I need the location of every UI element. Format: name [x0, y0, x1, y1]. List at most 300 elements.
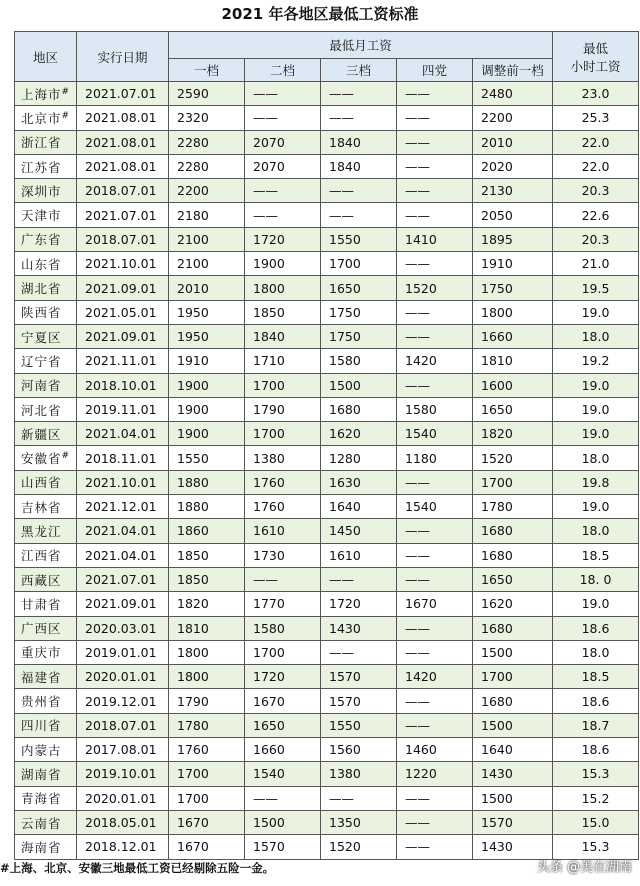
prev-tier-cell: 1680 [473, 689, 553, 713]
hourly-cell: 19.0 [553, 397, 639, 421]
tier1-cell: 1950 [169, 324, 245, 348]
table-row [15, 82, 639, 106]
hourly-cell: 18.7 [553, 713, 639, 737]
date-cell: 2020.01.01 [77, 665, 169, 689]
prev-tier-cell: 1700 [473, 665, 553, 689]
table-row [15, 349, 639, 373]
region-cell [15, 82, 77, 106]
date-cell: 2021.04.01 [77, 422, 169, 446]
hourly-cell: 18.5 [553, 543, 639, 567]
region-name: 湖北省 [21, 281, 62, 297]
tier2-cell: 1610 [245, 519, 321, 543]
date-cell: 2018.12.01 [77, 835, 169, 859]
region-cell [15, 835, 77, 859]
tier3-cell: 1650 [321, 276, 397, 300]
tier3-cell: —— [321, 640, 397, 664]
region-name: 新疆区 [21, 426, 62, 442]
footnote: #上海、北京、安徽三地最低工资已经剔除五险一金。 [0, 861, 275, 875]
hourly-cell: 18.6 [553, 689, 639, 713]
region-name: 黑龙江 [21, 523, 62, 539]
watermark: 头条 @美在湖南 [536, 860, 632, 875]
date-cell: 2021.11.01 [77, 349, 169, 373]
region-cell [15, 665, 77, 689]
tier3-cell: —— [321, 203, 397, 227]
tier4-cell: —— [397, 810, 473, 834]
tier2-cell: 1790 [245, 397, 321, 421]
tier4-cell: 1540 [397, 495, 473, 519]
header-hourly-line1: 最低 [582, 40, 608, 56]
region-cell [15, 446, 77, 470]
tier1-cell: 1950 [169, 300, 245, 324]
min-wage-table [14, 31, 639, 860]
tier1-cell: 2200 [169, 179, 245, 203]
tier4-cell: —— [397, 786, 473, 810]
region-name: 广西区 [21, 621, 62, 637]
date-cell: 2018.07.01 [77, 713, 169, 737]
table-row [15, 324, 639, 348]
hourly-cell: 15.3 [553, 762, 639, 786]
hourly-cell: 19.0 [553, 592, 639, 616]
header-tier-3: 三档 [321, 59, 397, 82]
tier1-cell: 1880 [169, 470, 245, 494]
prev-tier-cell: 1750 [473, 276, 553, 300]
tier1-cell: 1550 [169, 446, 245, 470]
tier2-cell: 1900 [245, 252, 321, 276]
tier1-cell: 1700 [169, 786, 245, 810]
date-cell: 2018.07.01 [77, 179, 169, 203]
region-name: 福建省 [21, 669, 62, 685]
region-cell [15, 130, 77, 154]
table-row [15, 276, 639, 300]
prev-tier-cell: 1680 [473, 543, 553, 567]
tier4-cell: —— [397, 713, 473, 737]
region-name: 青海省 [21, 791, 62, 807]
tier1-cell: 1860 [169, 519, 245, 543]
region-name: 广东省 [21, 232, 62, 248]
region-name: 河南省 [21, 378, 62, 394]
table-row [15, 786, 639, 810]
region-name: 山西省 [21, 475, 62, 491]
date-cell: 2019.01.01 [77, 640, 169, 664]
tier1-cell: 1670 [169, 810, 245, 834]
date-cell: 2021.10.01 [77, 470, 169, 494]
date-cell: 2021.08.01 [77, 154, 169, 178]
tier3-cell: 1570 [321, 665, 397, 689]
table-row [15, 665, 639, 689]
region-name: 北京市 [21, 110, 62, 126]
tier3-cell: —— [321, 82, 397, 106]
prev-tier-cell: 1640 [473, 738, 553, 762]
tier2-cell: 1770 [245, 592, 321, 616]
tier2-cell: 1760 [245, 470, 321, 494]
region-name: 吉林省 [21, 499, 62, 515]
region-cell [15, 713, 77, 737]
tier3-cell: 1580 [321, 349, 397, 373]
tier4-cell: —— [397, 543, 473, 567]
tier4-cell: —— [397, 82, 473, 106]
tier3-cell: —— [321, 106, 397, 130]
tier1-cell: 2280 [169, 154, 245, 178]
hourly-cell: 18.0 [553, 446, 639, 470]
prev-tier-cell: 1680 [473, 616, 553, 640]
table-row [15, 227, 639, 251]
prev-tier-cell: 1800 [473, 300, 553, 324]
tier2-cell: 1720 [245, 665, 321, 689]
region-name: 上海市 [21, 86, 62, 102]
prev-tier-cell: 2200 [473, 106, 553, 130]
table-row [15, 154, 639, 178]
date-cell: 2018.07.01 [77, 227, 169, 251]
region-cell [15, 203, 77, 227]
table-row [15, 713, 639, 737]
region-cell [15, 252, 77, 276]
tier2-cell: 1840 [245, 324, 321, 348]
hourly-cell: 19.0 [553, 373, 639, 397]
date-cell: 2021.07.01 [77, 567, 169, 591]
region-cell [15, 227, 77, 251]
table-row [15, 592, 639, 616]
header-date: 实行日期 [77, 32, 169, 82]
hourly-cell: 25.3 [553, 106, 639, 130]
tier4-cell: 1580 [397, 397, 473, 421]
prev-tier-cell: 1660 [473, 324, 553, 348]
tier2-cell: 1760 [245, 495, 321, 519]
prev-tier-cell: 2480 [473, 82, 553, 106]
region-name: 西藏区 [21, 572, 62, 588]
tier4-cell: 1670 [397, 592, 473, 616]
hourly-cell: 19.2 [553, 349, 639, 373]
date-cell: 2021.05.01 [77, 300, 169, 324]
region-name: 陕西省 [21, 305, 62, 321]
region-cell [15, 397, 77, 421]
header-tier-1: 一档 [169, 59, 245, 82]
tier4-cell: —— [397, 130, 473, 154]
hourly-cell: 19.5 [553, 276, 639, 300]
header-monthly-group: 最低月工资 [169, 32, 553, 59]
tier4-cell: —— [397, 154, 473, 178]
region-cell [15, 300, 77, 324]
region-name: 辽宁省 [21, 353, 62, 369]
tier3-cell: 1610 [321, 543, 397, 567]
tier3-cell: 1720 [321, 592, 397, 616]
table-row [15, 689, 639, 713]
region-name: 重庆市 [21, 645, 62, 661]
table-row [15, 422, 639, 446]
region-cell [15, 567, 77, 591]
prev-tier-cell: 1820 [473, 422, 553, 446]
tier1-cell: 1910 [169, 349, 245, 373]
tier2-cell: —— [245, 82, 321, 106]
tier4-cell: —— [397, 179, 473, 203]
date-cell: 2021.09.01 [77, 324, 169, 348]
table-row [15, 300, 639, 324]
hourly-cell: 20.3 [553, 227, 639, 251]
prev-tier-cell: 1895 [473, 227, 553, 251]
date-cell: 2021.08.01 [77, 130, 169, 154]
hourly-cell: 18. 0 [553, 567, 639, 591]
prev-tier-cell: 1500 [473, 786, 553, 810]
date-cell: 2021.07.01 [77, 82, 169, 106]
hourly-cell: 15.2 [553, 786, 639, 810]
region-name: 安徽省 [21, 451, 62, 467]
hourly-cell: 20.3 [553, 179, 639, 203]
tier4-cell: 1420 [397, 665, 473, 689]
region-cell [15, 495, 77, 519]
date-cell: 2019.11.01 [77, 397, 169, 421]
region-cell [15, 786, 77, 810]
hourly-cell: 18.6 [553, 738, 639, 762]
prev-tier-cell: 1500 [473, 640, 553, 664]
tier1-cell: 2010 [169, 276, 245, 300]
hourly-cell: 15.0 [553, 810, 639, 834]
region-name: 江苏省 [21, 159, 62, 175]
footnote-mark: # [61, 110, 71, 121]
region-cell [15, 616, 77, 640]
page-title: 2021 年各地区最低工资标准 [221, 5, 419, 23]
tier2-cell: 1710 [245, 349, 321, 373]
date-cell: 2018.05.01 [77, 810, 169, 834]
region-name: 宁夏区 [21, 329, 62, 345]
tier2-cell: —— [245, 567, 321, 591]
tier2-cell: 1720 [245, 227, 321, 251]
tier2-cell: 2070 [245, 130, 321, 154]
prev-tier-cell: 2050 [473, 203, 553, 227]
table-row [15, 397, 639, 421]
tier3-cell: 1550 [321, 227, 397, 251]
tier1-cell: 1760 [169, 738, 245, 762]
prev-tier-cell: 1700 [473, 470, 553, 494]
prev-tier-cell: 2020 [473, 154, 553, 178]
region-cell [15, 762, 77, 786]
prev-tier-cell: 1650 [473, 397, 553, 421]
region-cell [15, 106, 77, 130]
region-name: 深圳市 [21, 183, 62, 199]
prev-tier-cell: 2010 [473, 130, 553, 154]
tier3-cell: 1700 [321, 252, 397, 276]
table-row [15, 543, 639, 567]
tier1-cell: 2100 [169, 252, 245, 276]
tier2-cell: 1700 [245, 422, 321, 446]
tier1-cell: 1850 [169, 567, 245, 591]
region-cell [15, 324, 77, 348]
table-row [15, 179, 639, 203]
prev-tier-cell: 1430 [473, 835, 553, 859]
tier3-cell: 1500 [321, 373, 397, 397]
hourly-cell: 19.8 [553, 470, 639, 494]
region-name: 浙江省 [21, 135, 62, 151]
tier4-cell: —— [397, 519, 473, 543]
table-row [15, 640, 639, 664]
tier2-cell: 1580 [245, 616, 321, 640]
tier2-cell: 1700 [245, 640, 321, 664]
tier4-cell: 1220 [397, 762, 473, 786]
prev-tier-cell: 1910 [473, 252, 553, 276]
tier3-cell: 1840 [321, 130, 397, 154]
prev-tier-cell: 1570 [473, 810, 553, 834]
tier1-cell: 2590 [169, 82, 245, 106]
table-row [15, 106, 639, 130]
date-cell: 2018.11.01 [77, 446, 169, 470]
date-cell: 2020.01.01 [77, 786, 169, 810]
footnote-mark: # [61, 86, 71, 97]
date-cell: 2021.04.01 [77, 543, 169, 567]
table-row [15, 252, 639, 276]
region-cell [15, 810, 77, 834]
prev-tier-cell: 1500 [473, 713, 553, 737]
tier4-cell: —— [397, 616, 473, 640]
header-tier-prev: 调整前一档 [473, 59, 553, 82]
region-name: 内蒙古 [21, 742, 62, 758]
date-cell: 2018.10.01 [77, 373, 169, 397]
tier1-cell: 1780 [169, 713, 245, 737]
region-name: 山东省 [21, 256, 62, 272]
table-row [15, 738, 639, 762]
tier3-cell: 1570 [321, 689, 397, 713]
region-cell [15, 276, 77, 300]
hourly-cell: 18.0 [553, 324, 639, 348]
tier4-cell: —— [397, 567, 473, 591]
tier1-cell: 2280 [169, 130, 245, 154]
tier4-cell: —— [397, 252, 473, 276]
tier4-cell: —— [397, 203, 473, 227]
tier3-cell: 1430 [321, 616, 397, 640]
table-row [15, 203, 639, 227]
date-cell: 2017.08.01 [77, 738, 169, 762]
tier2-cell: 1500 [245, 810, 321, 834]
region-name: 云南省 [21, 815, 62, 831]
tier2-cell: 1650 [245, 713, 321, 737]
tier2-cell: 1670 [245, 689, 321, 713]
tier1-cell: 1800 [169, 640, 245, 664]
region-cell [15, 543, 77, 567]
date-cell: 2021.09.01 [77, 592, 169, 616]
tier4-cell: —— [397, 835, 473, 859]
tier3-cell: 1450 [321, 519, 397, 543]
prev-tier-cell: 1810 [473, 349, 553, 373]
tier2-cell: —— [245, 106, 321, 130]
tier1-cell: 1880 [169, 495, 245, 519]
hourly-cell: 19.0 [553, 422, 639, 446]
tier3-cell: 1750 [321, 324, 397, 348]
tier4-cell: —— [397, 106, 473, 130]
tier4-cell: —— [397, 640, 473, 664]
region-cell [15, 689, 77, 713]
prev-tier-cell: 2130 [473, 179, 553, 203]
region-name: 江西省 [21, 548, 62, 564]
date-cell: 2021.10.01 [77, 252, 169, 276]
tier1-cell: 1700 [169, 762, 245, 786]
tier1-cell: 1900 [169, 373, 245, 397]
tier1-cell: 1900 [169, 397, 245, 421]
tier4-cell: 1420 [397, 349, 473, 373]
region-cell [15, 592, 77, 616]
tier1-cell: 1900 [169, 422, 245, 446]
region-cell [15, 738, 77, 762]
table-row [15, 616, 639, 640]
table-row [15, 762, 639, 786]
date-cell: 2019.10.01 [77, 762, 169, 786]
region-cell [15, 154, 77, 178]
region-name: 四川省 [21, 718, 62, 734]
region-cell [15, 519, 77, 543]
region-name: 天津市 [21, 208, 62, 224]
region-cell [15, 422, 77, 446]
table-body [15, 82, 639, 860]
tier2-cell: —— [245, 203, 321, 227]
tier2-cell: 1700 [245, 373, 321, 397]
prev-tier-cell: 1680 [473, 519, 553, 543]
region-cell [15, 179, 77, 203]
region-name: 湖南省 [21, 766, 62, 782]
tier3-cell: —— [321, 567, 397, 591]
tier4-cell: 1540 [397, 422, 473, 446]
tier4-cell: 1460 [397, 738, 473, 762]
tier3-cell: 1280 [321, 446, 397, 470]
tier4-cell: —— [397, 324, 473, 348]
table-row [15, 567, 639, 591]
tier2-cell: —— [245, 179, 321, 203]
tier1-cell: 1820 [169, 592, 245, 616]
tier1-cell: 2320 [169, 106, 245, 130]
tier2-cell: 1850 [245, 300, 321, 324]
tier2-cell: —— [245, 786, 321, 810]
tier1-cell: 1790 [169, 689, 245, 713]
prev-tier-cell: 1520 [473, 446, 553, 470]
tier1-cell: 2100 [169, 227, 245, 251]
tier3-cell: 1750 [321, 300, 397, 324]
tier2-cell: 1800 [245, 276, 321, 300]
tier2-cell: 1730 [245, 543, 321, 567]
date-cell: 2021.08.01 [77, 106, 169, 130]
tier1-cell: 1850 [169, 543, 245, 567]
tier4-cell: 1180 [397, 446, 473, 470]
tier4-cell: —— [397, 373, 473, 397]
region-cell [15, 349, 77, 373]
tier2-cell: 2070 [245, 154, 321, 178]
footnote-mark: # [61, 450, 71, 461]
hourly-cell: 18.0 [553, 519, 639, 543]
hourly-cell: 19.0 [553, 495, 639, 519]
tier3-cell: 1640 [321, 495, 397, 519]
hourly-cell: 18.0 [553, 640, 639, 664]
hourly-cell: 15.3 [553, 835, 639, 859]
table-row [15, 373, 639, 397]
tier4-cell: —— [397, 689, 473, 713]
tier2-cell: 1380 [245, 446, 321, 470]
table-row [15, 810, 639, 834]
hourly-cell: 21.0 [553, 252, 639, 276]
prev-tier-cell: 1780 [473, 495, 553, 519]
table-row [15, 470, 639, 494]
tier3-cell: 1680 [321, 397, 397, 421]
table-row [15, 519, 639, 543]
region-cell [15, 470, 77, 494]
tier4-cell: —— [397, 300, 473, 324]
header-hourly-line2: 小时工资 [570, 58, 621, 74]
hourly-cell: 22.0 [553, 154, 639, 178]
region-name: 贵州省 [21, 694, 62, 710]
tier4-cell: 1520 [397, 276, 473, 300]
header-region: 地区 [15, 32, 77, 82]
hourly-cell: 18.6 [553, 616, 639, 640]
tier2-cell: 1570 [245, 835, 321, 859]
tier4-cell: —— [397, 470, 473, 494]
prev-tier-cell: 1430 [473, 762, 553, 786]
region-name: 河北省 [21, 402, 62, 418]
tier3-cell: 1560 [321, 738, 397, 762]
tier3-cell: —— [321, 786, 397, 810]
date-cell: 2020.03.01 [77, 616, 169, 640]
